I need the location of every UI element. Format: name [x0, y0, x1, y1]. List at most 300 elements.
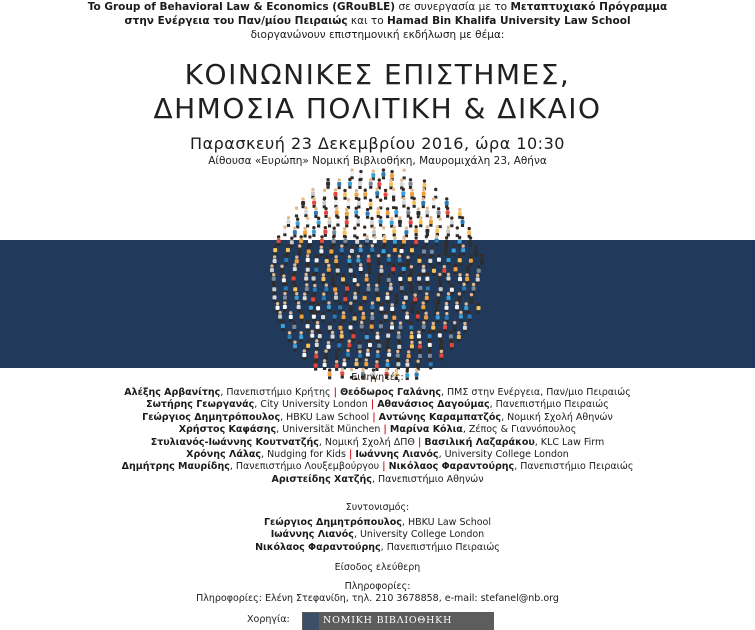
person-figure: [418, 341, 422, 352]
person-figure: [406, 256, 410, 267]
person-figure: [439, 283, 443, 294]
person-figure: [360, 321, 364, 332]
person-figure: [345, 283, 349, 294]
person-figure: [288, 331, 292, 342]
person-figure: [379, 216, 383, 227]
person-figure: [435, 302, 439, 313]
person-figure: [319, 245, 323, 256]
person-figure: [402, 301, 406, 312]
person-figure: [356, 283, 360, 294]
person-figure: [465, 273, 469, 284]
speaker-name: Νικόλαος Φαραντούρης: [388, 461, 515, 473]
person-figure: [432, 197, 436, 208]
person-figure: [409, 322, 413, 333]
person-figure: [392, 226, 396, 237]
speaker-row: [0, 474, 755, 486]
title-line-1: ΚΟΙΝΩΝΙΚΕΣ ΕΠΙΣΤΗΜΕΣ,: [184, 58, 571, 91]
person-figure: [318, 330, 322, 341]
person-figure: [322, 292, 326, 303]
separator: |: [370, 399, 375, 411]
person-figure: [422, 246, 426, 257]
person-figure: [366, 349, 370, 360]
person-figure: [365, 331, 369, 342]
person-figure: [334, 292, 338, 303]
coordinator-name: Γεώργιος Δημητρόπουλος: [263, 517, 402, 528]
person-figure: [353, 226, 357, 237]
person-figure: [273, 292, 277, 303]
person-figure: [410, 340, 414, 351]
person-figure: [286, 216, 290, 227]
speaker-name: Αντώνης Καραμπατζός: [378, 411, 502, 423]
person-figure: [365, 274, 369, 285]
person-figure: [337, 340, 341, 351]
person-figure: [331, 331, 335, 342]
person-figure: [370, 301, 374, 312]
sponsor-row: [0, 612, 755, 630]
person-figure: [450, 339, 454, 350]
person-figure: [324, 207, 328, 218]
person-figure: [295, 206, 299, 217]
person-figure: [375, 360, 379, 371]
person-figure: [438, 273, 442, 284]
person-figure: [324, 283, 328, 294]
person-figure: [322, 197, 326, 208]
event-date: Παρασκευή 23 Δεκεμβρίου 2016, ώρα 10:30: [190, 134, 565, 153]
person-figure: [469, 255, 473, 266]
person-figure: [343, 235, 347, 246]
person-figure: [286, 244, 290, 255]
person-figure: [299, 331, 303, 342]
person-figure: [283, 301, 287, 312]
person-figure: [370, 217, 374, 228]
person-figure: [438, 330, 442, 341]
person-figure: [346, 198, 350, 209]
person-figure: [352, 330, 356, 341]
person-figure: [421, 197, 425, 208]
person-figure: [417, 255, 421, 266]
person-figure: [410, 244, 414, 255]
person-figure: [368, 339, 372, 350]
person-figure: [377, 273, 381, 284]
person-figure: [326, 178, 330, 189]
person-figure: [455, 301, 459, 312]
person-figure: [424, 235, 428, 246]
person-figure: [358, 350, 362, 361]
person-figure: [293, 263, 297, 274]
person-figure: [356, 216, 360, 227]
person-figure: [443, 321, 447, 332]
person-figure: [428, 255, 432, 266]
person-figure: [472, 283, 476, 294]
person-figure: [402, 197, 406, 208]
person-figure: [391, 263, 395, 274]
person-figure: [327, 301, 331, 312]
person-figure: [375, 284, 379, 295]
person-figure: [369, 199, 373, 210]
separator: |: [417, 436, 422, 448]
speaker-row: [0, 461, 755, 473]
coordinator-row: [0, 529, 755, 541]
person-figure: [369, 178, 373, 189]
event-venue: Αίθουσα «Ευρώπη» Νομική Βιβλιοθήκη, Μαυρομιχάλη 23, Αθήνα: [208, 155, 547, 167]
person-figure: [327, 264, 331, 275]
person-figure: [384, 189, 388, 200]
person-figure: [457, 331, 461, 342]
person-figure: [386, 359, 390, 370]
person-figure: [410, 302, 414, 313]
person-figure: [316, 321, 320, 332]
person-figure: [432, 265, 436, 276]
speaker-name: Γεώργιος Δημητρόπουλος: [142, 411, 281, 423]
person-figure: [370, 244, 374, 255]
person-figure: [349, 302, 353, 313]
person-figure: [442, 265, 446, 276]
person-figure: [300, 311, 304, 322]
person-figure: [422, 321, 426, 332]
person-figure: [386, 330, 390, 341]
person-figure: [458, 236, 462, 247]
person-figure: [422, 265, 426, 276]
person-figure: [321, 311, 325, 322]
person-figure: [364, 358, 368, 369]
person-figure: [357, 198, 361, 209]
person-figure: [437, 254, 441, 265]
person-figure: [435, 225, 439, 236]
person-figure: [402, 263, 406, 274]
person-figure: [313, 284, 317, 295]
person-figure: [296, 218, 300, 229]
person-figure: [302, 349, 306, 360]
person-figure: [417, 330, 421, 341]
person-figure: [303, 227, 307, 238]
person-figure: [402, 168, 406, 179]
person-figure: [446, 273, 450, 284]
person-figure: [390, 322, 394, 333]
coordination-label: Συντονισμός:: [345, 502, 410, 513]
person-figure: [447, 254, 451, 265]
speaker-affiliation: , HBKU Law School: [280, 411, 370, 423]
person-figure: [387, 349, 391, 360]
person-figure: [349, 265, 353, 276]
person-figure: [434, 188, 438, 199]
coordination-list: [0, 517, 755, 554]
person-figure: [398, 321, 402, 332]
person-figure: [359, 244, 363, 255]
person-figure: [428, 339, 432, 350]
person-figure: [387, 254, 391, 265]
speaker-row: [0, 449, 755, 461]
person-figure: [421, 301, 425, 312]
speaker-name: Μαρίνα Κόλια: [389, 424, 463, 436]
person-figure: [312, 226, 316, 237]
person-figure: [304, 273, 308, 284]
person-figure: [437, 207, 441, 218]
separator: |: [348, 449, 353, 461]
info-label: Πληροφορίες:: [344, 581, 411, 592]
intro-line-3: διοργανώνουν επιστημονική εκδήλωση με θέμα:: [250, 29, 505, 41]
person-figure: [389, 178, 393, 189]
separator: |: [383, 424, 387, 436]
intro-line-2: στην Ενέργεια του Παν/μίου Πειραιώς και το Hamad Bin Khalifa University Law School: [124, 15, 631, 27]
speaker-row: [0, 424, 755, 436]
person-figure: [461, 244, 465, 255]
person-figure: [272, 273, 276, 284]
person-figure: [404, 226, 408, 237]
person-figure: [468, 311, 472, 322]
info-contact: Πληροφορίες: Ελένη Στεφανίδη, τηλ. 210 3678858, e-mail: stefanel@nb.org: [196, 593, 559, 604]
person-figure: [280, 265, 284, 276]
speaker-row: [0, 412, 755, 424]
person-figure: [392, 188, 396, 199]
person-figure: [306, 254, 310, 265]
speaker-name: Ιωάννης Λιανός: [355, 449, 439, 461]
person-figure: [447, 292, 451, 303]
person-figure: [323, 226, 327, 237]
person-figure: [306, 217, 310, 228]
speaker-affiliation: , ΠΜΣ στην Ενέργεια, Παν/μιο Πειραιώς: [441, 387, 631, 398]
speaker-row: [0, 437, 755, 449]
person-figure: [353, 313, 357, 324]
person-figure: [469, 236, 473, 247]
person-figure: [290, 237, 294, 248]
sponsor-logo-text: ΝΟΜΙΚΗ ΒΙΒΛΙΟΘΗΚΗ: [323, 615, 453, 626]
speaker-name: Χρόνης Λάλας: [186, 449, 262, 461]
person-figure: [355, 236, 359, 247]
person-figure: [458, 273, 462, 284]
person-figure: [341, 274, 345, 285]
person-figure: [410, 331, 414, 342]
person-figure: [377, 340, 381, 351]
person-figure: [308, 235, 312, 246]
person-figure: [363, 225, 367, 236]
person-figure: [409, 178, 413, 189]
person-figure: [457, 292, 461, 303]
person-figure: [321, 273, 325, 284]
person-figure: [422, 188, 426, 199]
speaker-affiliation: , KLC Law Firm: [534, 436, 605, 448]
person-figure: [439, 340, 443, 351]
person-figure: [461, 216, 465, 227]
person-figure: [338, 302, 342, 313]
person-figure: [305, 283, 309, 294]
person-figure: [342, 311, 346, 322]
person-figure: [332, 235, 336, 246]
person-figure: [293, 226, 297, 237]
speaker-name: Αριστείδης Χατζής: [271, 473, 372, 485]
person-figure: [445, 312, 449, 323]
person-figure: [402, 236, 406, 247]
person-figure: [417, 273, 421, 284]
person-figure: [414, 225, 418, 236]
intro-line-1: To Group of Behavioral Law & Economics (GRouBLE) σε συνεργασία με το Μεταπτυχιακό Πρόγραμμα: [87, 1, 668, 13]
person-figure: [382, 245, 386, 256]
person-figure: [273, 255, 277, 266]
person-figure: [349, 322, 353, 333]
person-figure: [365, 235, 369, 246]
person-figure: [366, 208, 370, 219]
person-figure: [306, 340, 310, 351]
person-figure: [278, 311, 282, 322]
person-figure: [363, 188, 367, 199]
person-figure: [359, 302, 363, 313]
person-figure: [459, 311, 463, 322]
speakers-list: [0, 387, 755, 486]
person-figure: [328, 322, 332, 333]
entry-note: Είσοδος ελεύθερη: [334, 562, 421, 573]
person-figure: [444, 244, 448, 255]
person-figure: [353, 274, 357, 285]
coordinator-row: [0, 517, 755, 529]
person-figure: [458, 254, 462, 265]
person-figure: [340, 244, 344, 255]
person-figure: [320, 235, 324, 246]
person-figure: [416, 311, 420, 322]
person-figure: [400, 245, 404, 256]
person-figure: [315, 255, 319, 266]
person-figure: [413, 293, 417, 304]
person-figure: [450, 284, 454, 295]
person-figure: [350, 168, 354, 179]
person-figure: [476, 274, 480, 285]
person-figure: [398, 254, 402, 265]
person-figure: [436, 312, 440, 323]
person-figure: [368, 263, 372, 274]
person-figure: [412, 197, 416, 208]
person-figure: [445, 197, 449, 208]
speaker-name: Χρήστος Καφάσης: [178, 424, 277, 436]
person-figure: [404, 292, 408, 303]
person-figure: [340, 330, 344, 341]
speaker-name: Αλέξης Αρβανίτης: [124, 387, 221, 398]
speaker-name: Θεόδωρος Γαλάνης: [340, 387, 441, 398]
person-figure: [393, 244, 397, 255]
library-emblem-icon: [303, 613, 319, 630]
person-figure: [289, 311, 293, 322]
person-figure: [346, 349, 350, 360]
person-figure: [314, 207, 318, 218]
person-figure: [384, 311, 388, 322]
speaker-affiliation: , Ζέπος & Γιαννόπουλος: [462, 424, 577, 436]
person-figure: [343, 293, 347, 304]
person-figure: [317, 217, 321, 228]
person-figure: [397, 331, 401, 342]
person-figure: [277, 235, 281, 246]
speaker-affiliation: , Νομική Σχολή ΔΠΘ: [318, 436, 415, 448]
person-figure: [304, 206, 308, 217]
person-figure: [376, 293, 380, 304]
person-figure: [309, 302, 313, 313]
person-figure: [292, 321, 296, 332]
person-figure: [333, 311, 337, 322]
person-figure: [354, 358, 358, 369]
speaker-affiliation: , Πανεπιστήμιο Πειραιώς: [514, 461, 634, 473]
person-figure: [405, 311, 409, 322]
person-figure: [409, 282, 413, 293]
person-figure: [342, 358, 346, 369]
person-figure: [424, 312, 428, 323]
speaker-affiliation: , Universität München: [276, 424, 381, 436]
person-figure: [298, 244, 302, 255]
person-figure: [435, 235, 439, 246]
person-figure: [348, 178, 352, 189]
person-figure: [453, 321, 457, 332]
person-figure: [469, 293, 473, 304]
sponsor-logo: [302, 612, 494, 630]
person-figure: [323, 359, 327, 370]
person-figure: [381, 168, 385, 179]
speaker-row: [0, 387, 755, 399]
coordinator-name: Νικόλαος Φαραντούρης: [255, 541, 381, 553]
separator: |: [333, 387, 338, 398]
person-figure: [297, 301, 301, 312]
person-figure: [385, 292, 389, 303]
speaker-name: Δημήτρης Μαυρίδης: [121, 461, 230, 473]
title-line-2: ΔΗΜΟΣΙΑ ΠΟΛΙΤΙΚΗ & ΔΙΚΑΙΟ: [153, 92, 602, 125]
person-figure: [377, 254, 381, 265]
person-figure: [445, 302, 449, 313]
person-figure: [353, 292, 357, 303]
person-figure: [389, 283, 393, 294]
person-figure: [328, 217, 332, 228]
person-figure: [283, 225, 287, 236]
person-figure: [383, 235, 387, 246]
person-figure: [446, 207, 450, 218]
speaker-affiliation: , Πανεπιστήμιο Πειραιώς: [489, 399, 609, 411]
person-figure: [329, 246, 333, 257]
person-figure: [316, 302, 320, 313]
person-figure: [273, 244, 277, 255]
person-figure: [314, 360, 318, 371]
person-figure: [359, 263, 363, 274]
person-figure: [306, 320, 310, 331]
person-figure: [409, 217, 413, 228]
speaker-affiliation: , Πανεπιστήμιο Αθηνών: [371, 473, 484, 485]
person-figure: [406, 207, 410, 218]
person-figure: [429, 216, 433, 227]
person-figure: [336, 265, 340, 276]
speaker-row: [0, 399, 755, 411]
person-figure: [350, 245, 354, 256]
person-figure: [303, 292, 307, 303]
person-figure: [425, 225, 429, 236]
person-figure: [474, 246, 478, 257]
speaker-affiliation: , University College London: [438, 449, 569, 461]
person-figure: [292, 273, 296, 284]
person-figure: [426, 283, 430, 294]
person-figure: [337, 178, 341, 189]
person-figure: [398, 216, 402, 227]
speaker-name: Σωτήρης Γεωργανάς: [146, 399, 255, 411]
coordinator-affiliation: , HBKU Law School: [401, 517, 491, 528]
coordinator-name: Ιωάννης Λιανός: [270, 529, 354, 541]
person-figure: [301, 197, 305, 208]
person-figure: [312, 197, 316, 208]
speaker-affiliation: , Πανεπιστήμιο Κρήτης: [220, 387, 331, 398]
person-figure: [312, 311, 316, 322]
person-figure: [400, 282, 404, 293]
person-figure: [331, 274, 335, 285]
person-figure: [418, 350, 422, 361]
person-figure: [334, 197, 338, 208]
coordinator-row: [0, 542, 755, 554]
person-figure: [343, 189, 347, 200]
speaker-affiliation: , Nudging for Kids: [261, 449, 346, 461]
person-figure: [284, 254, 288, 265]
person-figure: [366, 283, 370, 294]
person-figure: [454, 263, 458, 274]
person-figure: [336, 216, 340, 227]
person-figure: [450, 216, 454, 227]
